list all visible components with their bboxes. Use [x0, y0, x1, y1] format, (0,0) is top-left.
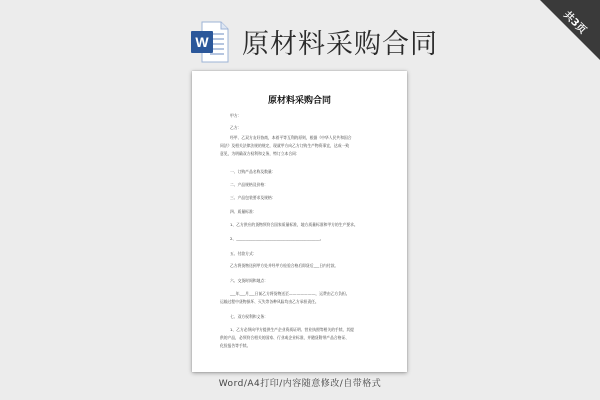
doc-line: 一、订购产品名称及数量： [230, 169, 276, 174]
doc-line: 经甲、乙双方友好协商，本着平等互利的原则，根据《中华人民共和国合 [230, 135, 352, 140]
document-title: 原材料采购合同 [267, 96, 331, 106]
doc-line: 运输过程中货物损坏、灭失等各种风险均由乙方承担责任。 [220, 299, 319, 304]
doc-line: 六、交货时间和地点： [230, 278, 268, 283]
footer-caption: Word/A4打印/内容随意修改/自带格式 [218, 379, 382, 389]
page-title: 原材料采购合同 [242, 29, 438, 60]
doc-line: 乙方将货物送到甲方处并经甲方检验合格后即货后___日内付款。 [230, 263, 339, 268]
doc-line: 五、付款方式： [230, 251, 257, 256]
doc-line: 乙方： [230, 125, 242, 130]
doc-line: 化验报告等手续。 [220, 343, 251, 348]
doc-line: 四、质量标准： [230, 209, 257, 214]
page-count-badge [540, 0, 600, 60]
word-doc-icon [190, 20, 230, 64]
doc-line: 二、产品规格及价格： [230, 182, 268, 187]
document-preview [192, 71, 407, 372]
doc-line: 供的产品，必须符合相关的国家、行业或企业标准，并随货附带产品合格证、 [220, 335, 350, 340]
header [0, 0, 600, 75]
doc-line: 甲方： [230, 113, 242, 118]
word-icon-letter: W [195, 34, 209, 50]
doc-line: 1、乙方必须向甲方提供生产企业资质证明、营业执照等相关的手续，其提 [230, 327, 354, 332]
doc-line: 三、产品包装要求及规格： [230, 195, 276, 200]
doc-line: ___年___月___日前乙方将货物送至———————，运费由乙方负担。 [230, 291, 350, 296]
badge-text: 共3页 [561, 9, 589, 37]
doc-line: 七、双方权利和义务： [230, 314, 268, 319]
doc-line: 2、____________________________________________。 [230, 236, 324, 241]
doc-line: 1、乙方供应的货物须符合国家质量标准，地方质量标准和甲方的生产要求。 [230, 222, 358, 227]
doc-line: 意见，为明确双方权利和义务，特订立本合同： [220, 151, 300, 156]
doc-line: 同法》及相关法律法规的规定，现就甲方向乙方订购生产物资事宜，达成一致 [220, 143, 350, 148]
